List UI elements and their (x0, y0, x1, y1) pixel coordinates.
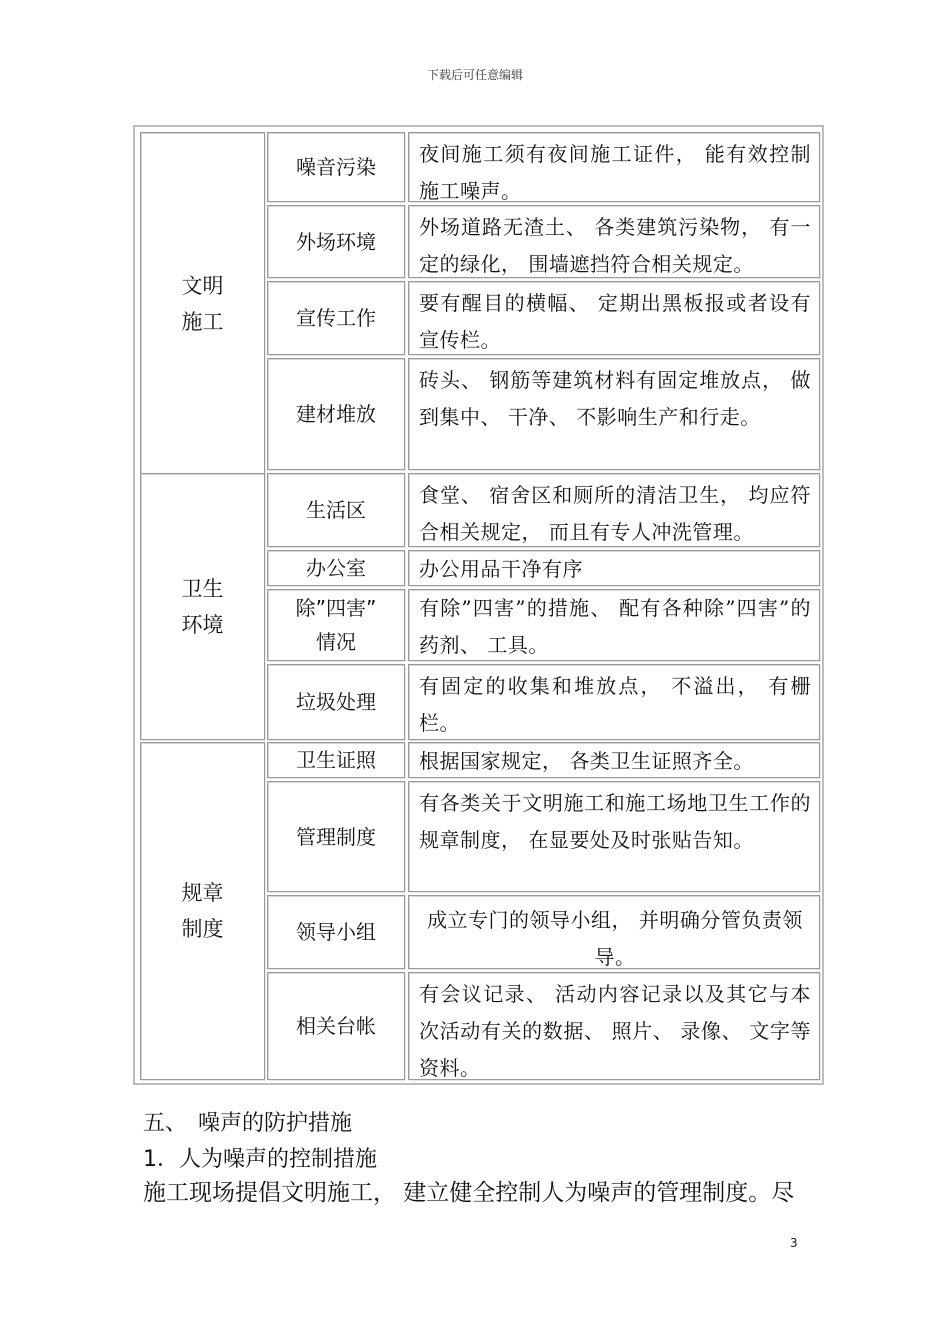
item-cell-outdoor-environment: 外场环境 (267, 205, 405, 278)
item-cell-publicity: 宣传工作 (267, 281, 405, 355)
desc-cell-publicity: 要有醒目的横幅、 定期出黑板报或者设有宣传栏。 (408, 281, 820, 355)
item-cell-management-system: 管理制度 (267, 781, 405, 892)
item-cell-leading-group: 领导小组 (267, 895, 405, 969)
desc-cell-records: 有会议记录、 活动内容记录以及其它与本次活动有关的数据、 照片、 录像、 文字等资料。 (408, 972, 820, 1080)
section-paragraph: 施工现场提倡文明施工， 建立健全控制人为噪声的管理制度。尽 (143, 1180, 795, 1206)
item-cell-garbage: 垃圾处理 (267, 664, 405, 740)
desc-cell-material-storage: 砖头、 钢筋等建筑材料有固定堆放点， 做到集中、 干净、 不影响生产和行走。 (408, 358, 820, 470)
desc-cell-four-pests: 有除”四害”的措施、 配有各种除”四害”的药剂、 工具。 (408, 589, 820, 661)
category-cell-civilized-construction: 文明 施工 (140, 132, 265, 475)
item-cell-material-storage: 建材堆放 (267, 358, 405, 470)
item-cell-noise-pollution: 噪音污染 (267, 132, 405, 202)
desc-cell-living-area: 食堂、 宿舍区和厕所的清洁卫生， 均应符合相关规定， 而且有专人冲洗管理。 (408, 473, 820, 547)
desc-cell-garbage: 有固定的收集和堆放点， 不溢出， 有栅栏。 (408, 664, 820, 740)
section-heading: 五、 噪声的防护措施 (143, 1111, 353, 1136)
header-note: 下载后可任意编辑 (426, 68, 523, 82)
desc-cell-noise-pollution: 夜间施工须有夜间施工证件， 能有效控制施工噪声。 (408, 132, 820, 202)
desc-cell-hygiene-license: 根据国家规定， 各类卫生证照齐全。 (408, 742, 820, 778)
desc-cell-leading-group: 成立专门的领导小组， 并明确分管负责领导。 (408, 895, 820, 969)
category-cell-regulations: 规章 制度 (140, 742, 265, 1080)
regulation-table (133, 125, 824, 1085)
category-cell-sanitation: 卫生 环境 (140, 473, 265, 740)
desc-cell-outdoor-environment: 外场道路无渣土、 各类建筑污染物， 有一定的绿化， 围墙遮挡符合相关规定。 (408, 205, 820, 278)
item-cell-office: 办公室 (267, 550, 405, 586)
item-cell-four-pests: 除”四害” 情况 (267, 589, 405, 661)
section-subheading: 1．人为噪声的控制措施 (143, 1147, 377, 1172)
desc-cell-office: 办公用品干净有序 (408, 550, 820, 586)
item-cell-records: 相关台帐 (267, 972, 405, 1080)
item-cell-hygiene-license: 卫生证照 (267, 742, 405, 778)
page-number: 3 (790, 1236, 798, 1250)
desc-cell-management-system: 有各类关于文明施工和施工场地卫生工作的规章制度， 在显要处及时张贴告知。 (408, 781, 820, 892)
item-cell-living-area: 生活区 (267, 473, 405, 547)
